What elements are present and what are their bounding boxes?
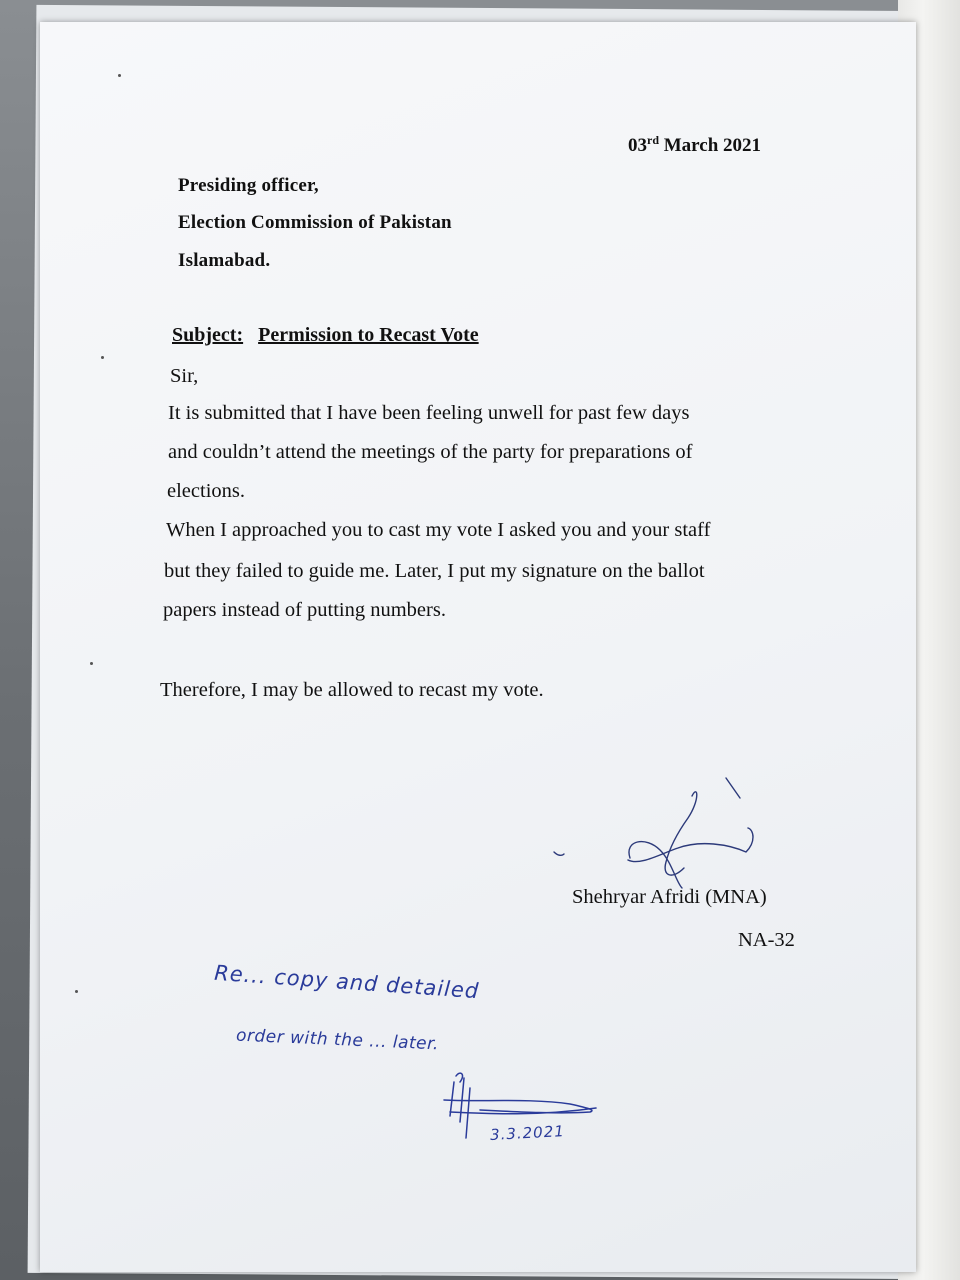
paper-speck bbox=[101, 356, 104, 359]
body-line-4: When I approached you to cast my vote I asked you and your staff bbox=[166, 519, 711, 541]
recipient-line-2: Election Commission of Pakistan bbox=[178, 212, 452, 233]
paper-speck bbox=[90, 662, 93, 665]
subject-line bbox=[172, 325, 479, 345]
handwritten-note-line-1: Re... copy and detailed bbox=[213, 960, 481, 1004]
body-line-1: It is submitted that I have been feeling unwell for past few days bbox=[168, 402, 690, 424]
body-line-2: and couldn’t attend the meetings of the party for preparations of bbox=[168, 441, 693, 463]
handwritten-date: 3.3.2021 bbox=[489, 1122, 566, 1144]
closing-line: Therefore, I may be allowed to recast my vote. bbox=[160, 679, 544, 701]
handwritten-note-line-2: order with the ... later. bbox=[235, 1025, 440, 1055]
body-line-3: elections. bbox=[167, 480, 245, 502]
body-line-6: papers instead of putting numbers. bbox=[163, 599, 446, 621]
date-suffix: rd bbox=[647, 133, 659, 147]
subject-label: Subject: bbox=[172, 324, 244, 346]
recipient-line-3: Islamabad. bbox=[178, 250, 271, 271]
salutation: Sir, bbox=[170, 365, 199, 387]
paper-speck bbox=[118, 74, 121, 77]
date-day: 03 bbox=[628, 135, 647, 156]
date-month-year: March 2021 bbox=[659, 135, 762, 156]
officer-initials bbox=[420, 1068, 620, 1158]
recipient-line-1: Presiding officer, bbox=[178, 175, 319, 196]
body-line-5: but they failed to guide me. Later, I put my signature on the ballot bbox=[164, 560, 705, 582]
paper-speck bbox=[75, 990, 78, 993]
signatory-name: Shehryar Afridi (MNA) bbox=[572, 886, 767, 908]
signatory-seat: NA-32 bbox=[738, 929, 795, 951]
subject-text: Permission to Recast Vote bbox=[258, 324, 479, 346]
letter-date bbox=[628, 133, 762, 156]
